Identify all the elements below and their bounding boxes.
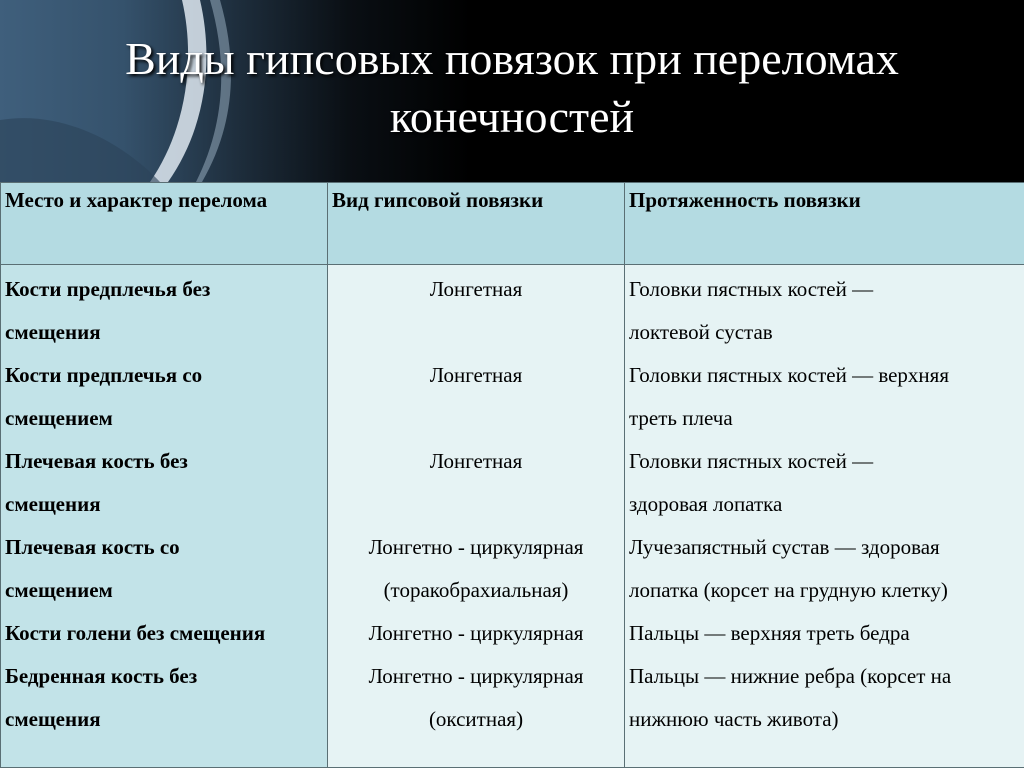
cell-line: Лонгетная: [429, 449, 523, 473]
cell-line: Головки пястных костей —: [629, 449, 874, 473]
slide-title-line-2: конечностей: [389, 91, 635, 142]
cell-line: Кости голени без смещения: [5, 621, 266, 645]
cell-line: Головки пястных костей — верхняя: [629, 363, 949, 387]
cell-line: Плечевая кость со: [5, 535, 180, 559]
cell-line: Лонгетно - циркулярная: [368, 664, 584, 688]
cell-line: [328, 483, 624, 526]
cell-line: [328, 397, 624, 440]
cell-line: локтевой сустав: [629, 320, 773, 344]
table-header-row: [1, 183, 1024, 265]
cell-line: Лонгетно - циркулярная: [368, 621, 584, 645]
header-cast-extent: Протяженность повязки: [625, 183, 1024, 265]
cell-line: [328, 311, 624, 354]
cell-line: (окситная): [428, 707, 524, 731]
cell-line: смещения: [5, 707, 101, 731]
cell-line: (торакобрахиальная): [383, 578, 569, 602]
cell-line: смещения: [5, 320, 101, 344]
fracture-cast-table-container: [0, 182, 1024, 768]
fracture-cast-table: [0, 182, 1024, 768]
cell-line: лопатка (корсет на грудную клетку): [629, 578, 948, 602]
cell-line: треть плеча: [629, 406, 733, 430]
cell-line: Лонгетно - циркулярная: [368, 535, 584, 559]
header-fracture-location: Место и характер перелома: [1, 183, 328, 265]
cell-line: смещения: [5, 492, 101, 516]
header-cast-type: Вид гипсовой повязки: [328, 183, 625, 265]
table-body-row: [1, 265, 1024, 768]
cell-line: Пальцы — нижние ребра (корсет на: [629, 664, 952, 688]
cell-line: Лонгетная: [429, 363, 523, 387]
cell-line: Кости предплечья без: [5, 277, 211, 301]
cell-line: Бедренная кость без: [5, 664, 198, 688]
slide-title: [0, 30, 1024, 146]
cell-line: Лучезапястный сустав — здоровая: [629, 535, 940, 559]
cell-line: здоровая лопатка: [629, 492, 783, 516]
fracture-location-column: [1, 265, 328, 768]
cast-type-column: [328, 265, 625, 768]
cell-line: смещением: [5, 578, 113, 602]
cell-line: Плечевая кость без: [5, 449, 188, 473]
cell-line: Пальцы — верхняя треть бедра: [629, 621, 910, 645]
cast-extent-column: [625, 265, 1024, 768]
cell-line: смещением: [5, 406, 113, 430]
cell-line: Кости предплечья со: [5, 363, 203, 387]
slide-header: [0, 0, 1024, 182]
cell-line: Лонгетная: [429, 277, 523, 301]
slide-title-line-1: Виды гипсовых повязок при переломах: [125, 33, 899, 84]
cell-line: Головки пястных костей —: [629, 277, 874, 301]
cell-line: нижнюю часть живота): [629, 707, 839, 731]
